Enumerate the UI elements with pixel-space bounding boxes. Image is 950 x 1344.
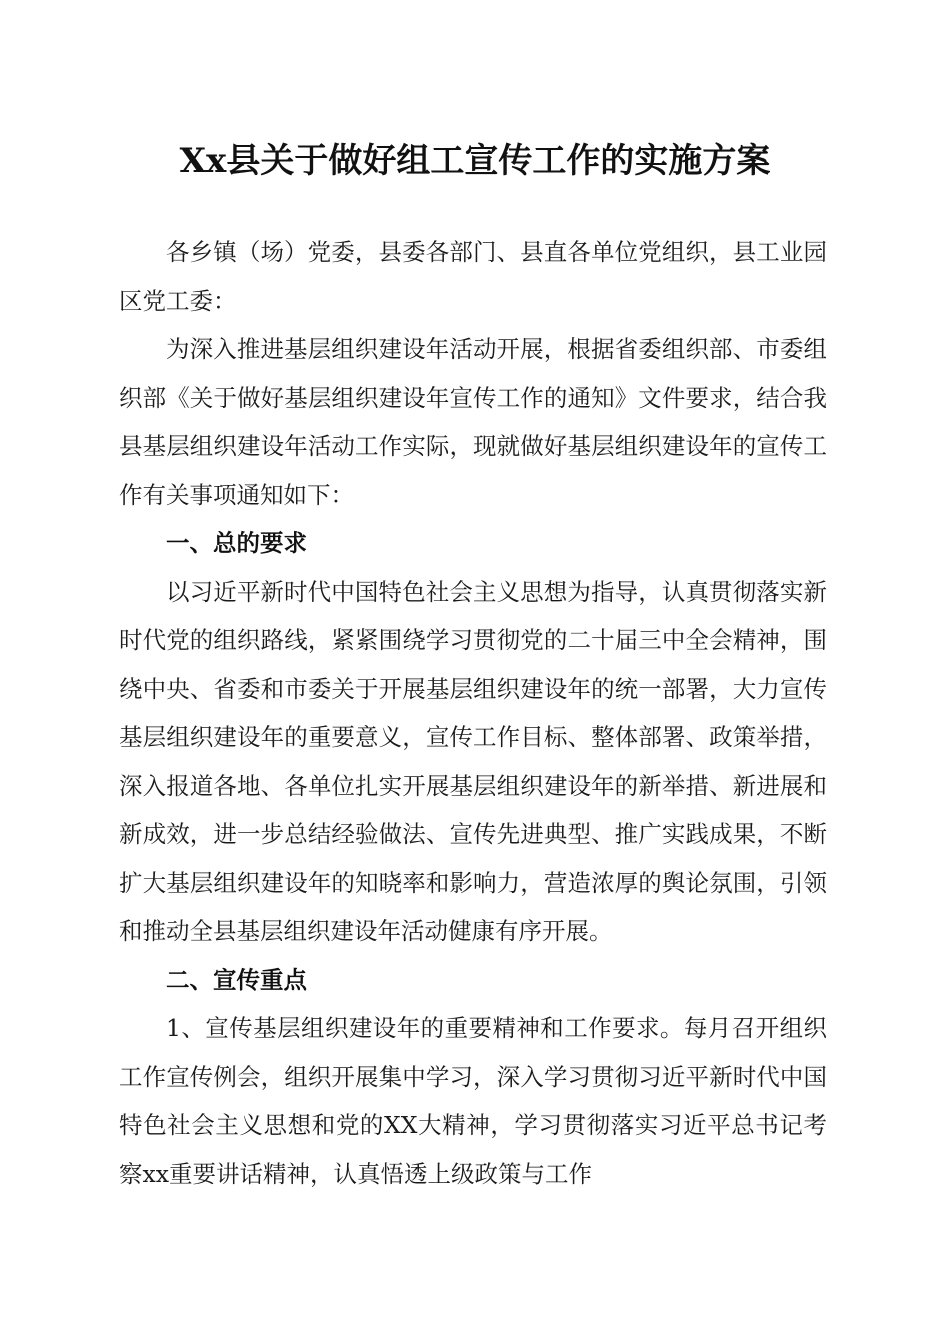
- document-title: Xx县关于做好组工宣传工作的实施方案: [179, 141, 771, 181]
- section-paragraph: 1、宣传基层组织建设年的重要精神和工作要求。每月召开组织工作宣传例会，组织开展集中学习，深入学习贯彻习近平新时代中国特色社会主义思想和党的XX大精神，学习贯彻落实习近平总书记考察xx重要讲话精神，认真悟透上级政策与工作: [119, 1014, 827, 1188]
- section-heading: 二、宣传重点: [166, 965, 307, 994]
- section-paragraph: 以习近平新时代中国特色社会主义思想为指导，认真贯彻落实新时代党的组织路线，紧紧围绕学习贯彻党的二十届三中全会精神，围绕中央、省委和市委关于开展基层组织建设年的统一部署，大力宣传基层组织建设年的重要意义，宣传工作目标、整体部署、政策举措，深入报道各地、各单位扎实开展基层组织建设年的新举措、新进展和新成效，进一步总结经验做法、宣传先进典型、推广实践成果，不断扩大基层组织建设年的知晓率和影响力，营造浓厚的舆论氛围，引领和推动全县基层组织建设年活动健康有序开展。: [119, 577, 827, 945]
- intro-paragraph: 为深入推进基层组织建设年活动开展，根据省委组织部、市委组织部《关于做好基层组织建设年宣传工作的通知》文件要求，结合我县基层组织建设年活动工作实际，现就做好基层组织建设年的宣传工作有关事项通知如下：: [119, 335, 827, 509]
- document-body: [119, 228, 827, 1198]
- salutation: 各乡镇（场）党委，县委各部门、县直各单位党组织，县工业园区党工委：: [119, 238, 827, 315]
- section-heading: 一、总的要求: [166, 529, 307, 557]
